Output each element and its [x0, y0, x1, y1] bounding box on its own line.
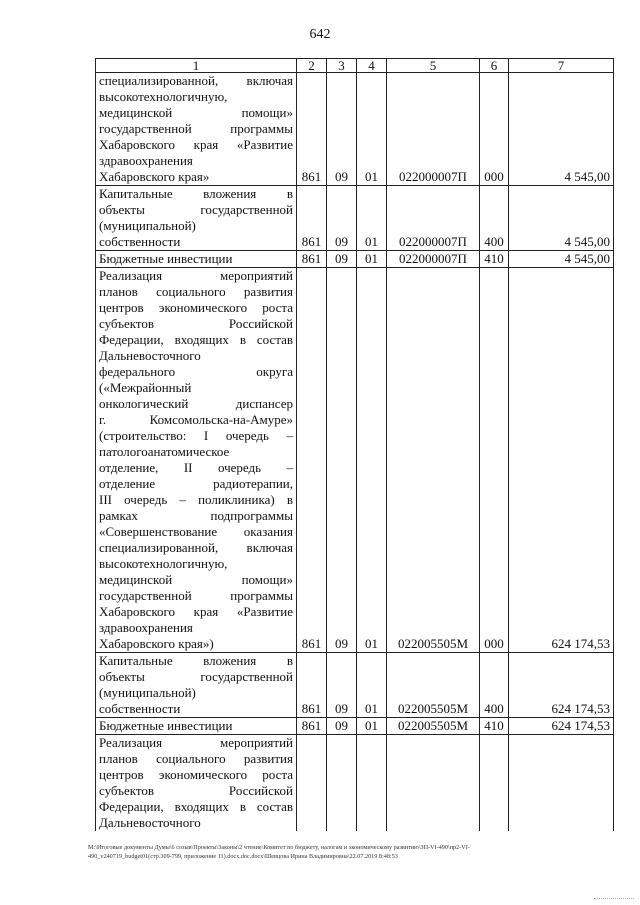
- cell-amount: 4 545,00: [509, 251, 614, 268]
- description-line: Хабаровского края «Развитие: [99, 604, 293, 619]
- cell-target-article: 022000007П: [387, 186, 480, 251]
- scan-edge-mark: [594, 898, 634, 901]
- column-header: 7: [509, 59, 614, 73]
- description-line: специализированной, включая: [99, 73, 293, 88]
- cell-grbs: 861: [297, 186, 327, 251]
- budget-table: [95, 58, 614, 831]
- description-line: патологоанатомическое: [99, 444, 230, 459]
- cell-expense-type: [480, 735, 509, 832]
- cell-expense-type: 400: [480, 653, 509, 718]
- description-line: Дальневосточного: [99, 348, 201, 363]
- description-line: Бюджетные инвестиции: [99, 718, 233, 733]
- column-header: 6: [480, 59, 509, 73]
- cell-amount: 624 174,53: [509, 718, 614, 735]
- cell-subsection: [357, 735, 387, 832]
- cell-grbs: [297, 735, 327, 832]
- column-header: 5: [387, 59, 480, 73]
- description-line: высокотехнологичную,: [99, 89, 228, 104]
- cell-amount: [509, 735, 614, 832]
- row-description: [96, 268, 297, 653]
- table-row: [96, 73, 614, 186]
- description-line: отделение, II очередь –: [99, 460, 293, 475]
- cell-expense-type: 410: [480, 718, 509, 735]
- cell-subsection: 01: [357, 73, 387, 186]
- description-line: собственности: [99, 701, 181, 716]
- cell-section: 09: [327, 653, 357, 718]
- column-header: 1: [96, 59, 297, 73]
- description-line: государственной программы: [99, 121, 293, 136]
- description-line: III очередь – поликлиника) в: [99, 492, 293, 507]
- cell-section: 09: [327, 73, 357, 186]
- description-line: Капитальные вложения в: [99, 186, 293, 201]
- footer-line: М:\Итоговые документы Думы\6 созыв\Проекты\Законы\2 чтение\Комитет по бюджету, налогам и экономическому развитию\ЗП-VI-490\пр2-VI-: [88, 844, 470, 851]
- description-line: Федерации, входящих в состав: [99, 332, 293, 347]
- description-line: отделение радиотерапии,: [99, 476, 293, 491]
- description-line: планов социального развития: [99, 284, 293, 299]
- description-line: медицинской помощи»: [99, 105, 293, 120]
- description-line: объекты государственной: [99, 202, 293, 217]
- cell-subsection: 01: [357, 718, 387, 735]
- description-line: центров экономического роста: [99, 300, 293, 315]
- footer-line: 490_v240719_budget01(стр.309-799, приложение 11).docx.doc.docx\Шевцова Ирина Владимировна\22.07.2019 8:48:53: [88, 853, 398, 860]
- description-line: центров экономического роста: [99, 767, 293, 782]
- document-footer-path: [88, 843, 608, 861]
- cell-section: 09: [327, 251, 357, 268]
- description-line: Федерации, входящих в состав: [99, 799, 293, 814]
- cell-target-article: 022005505М: [387, 653, 480, 718]
- description-line: Реализация мероприятий: [99, 268, 293, 283]
- column-header: 4: [357, 59, 387, 73]
- cell-target-article: 022005505М: [387, 718, 480, 735]
- row-description: [96, 718, 297, 735]
- description-line: планов социального развития: [99, 751, 293, 766]
- cell-grbs: 861: [297, 268, 327, 653]
- table-header-row: [96, 59, 614, 73]
- cell-expense-type: 400: [480, 186, 509, 251]
- cell-expense-type: 000: [480, 268, 509, 653]
- column-header: 2: [297, 59, 327, 73]
- cell-grbs: 861: [297, 718, 327, 735]
- description-line: здравоохранения: [99, 620, 193, 635]
- cell-section: 09: [327, 268, 357, 653]
- cell-subsection: 01: [357, 251, 387, 268]
- description-line: рамках подпрограммы: [99, 508, 293, 523]
- description-line: «Совершенствование оказания: [99, 524, 293, 539]
- description-line: здравоохранения: [99, 153, 193, 168]
- description-line: Реализация мероприятий: [99, 735, 293, 750]
- cell-section: 09: [327, 186, 357, 251]
- description-line: субъектов Российской: [99, 783, 293, 798]
- cell-target-article: 022005505М: [387, 268, 480, 653]
- description-line: г. Комсомольска-на-Амуре»: [99, 412, 293, 427]
- description-line: федерального округа: [99, 364, 293, 379]
- description-line: специализированной, включая: [99, 540, 293, 555]
- description-line: собственности: [99, 234, 181, 249]
- cell-target-article: 022000007П: [387, 73, 480, 186]
- table-row: [96, 653, 614, 718]
- row-description: [96, 735, 297, 832]
- row-description: [96, 653, 297, 718]
- description-line: Капитальные вложения в: [99, 653, 293, 668]
- description-line: Бюджетные инвестиции: [99, 251, 233, 266]
- cell-expense-type: 000: [480, 73, 509, 186]
- row-description: [96, 186, 297, 251]
- cell-section: 09: [327, 718, 357, 735]
- cell-amount: 4 545,00: [509, 73, 614, 186]
- table-row: [96, 268, 614, 653]
- cell-grbs: 861: [297, 251, 327, 268]
- cell-section: [327, 735, 357, 832]
- cell-amount: 624 174,53: [509, 268, 614, 653]
- cell-amount: 624 174,53: [509, 653, 614, 718]
- table-row: [96, 718, 614, 735]
- table-row: [96, 735, 614, 832]
- description-line: Дальневосточного: [99, 815, 201, 830]
- description-line: субъектов Российской: [99, 316, 293, 331]
- description-line: высокотехнологичную,: [99, 556, 228, 571]
- cell-subsection: 01: [357, 653, 387, 718]
- description-line: Хабаровского края»): [99, 636, 214, 651]
- description-line: онкологический диспансер: [99, 396, 293, 411]
- description-line: (муниципальной): [99, 685, 196, 700]
- description-line: объекты государственной: [99, 669, 293, 684]
- cell-grbs: 861: [297, 73, 327, 186]
- column-header: 3: [327, 59, 357, 73]
- description-line: Хабаровского края»: [99, 169, 210, 184]
- description-line: Хабаровского края «Развитие: [99, 137, 293, 152]
- table-row: [96, 186, 614, 251]
- cell-subsection: 01: [357, 186, 387, 251]
- cell-subsection: 01: [357, 268, 387, 653]
- description-line: (строительство: I очередь –: [99, 428, 293, 443]
- cell-grbs: 861: [297, 653, 327, 718]
- description-line: медицинской помощи»: [99, 572, 293, 587]
- cell-target-article: 022000007П: [387, 251, 480, 268]
- table-row: [96, 251, 614, 268]
- description-line: («Межрайонный: [99, 380, 192, 395]
- cell-amount: 4 545,00: [509, 186, 614, 251]
- page-number: 642: [309, 27, 331, 42]
- description-line: (муниципальной): [99, 218, 196, 233]
- cell-expense-type: 410: [480, 251, 509, 268]
- row-description: [96, 73, 297, 186]
- description-line: государственной программы: [99, 588, 293, 603]
- row-description: [96, 251, 297, 268]
- cell-target-article: [387, 735, 480, 832]
